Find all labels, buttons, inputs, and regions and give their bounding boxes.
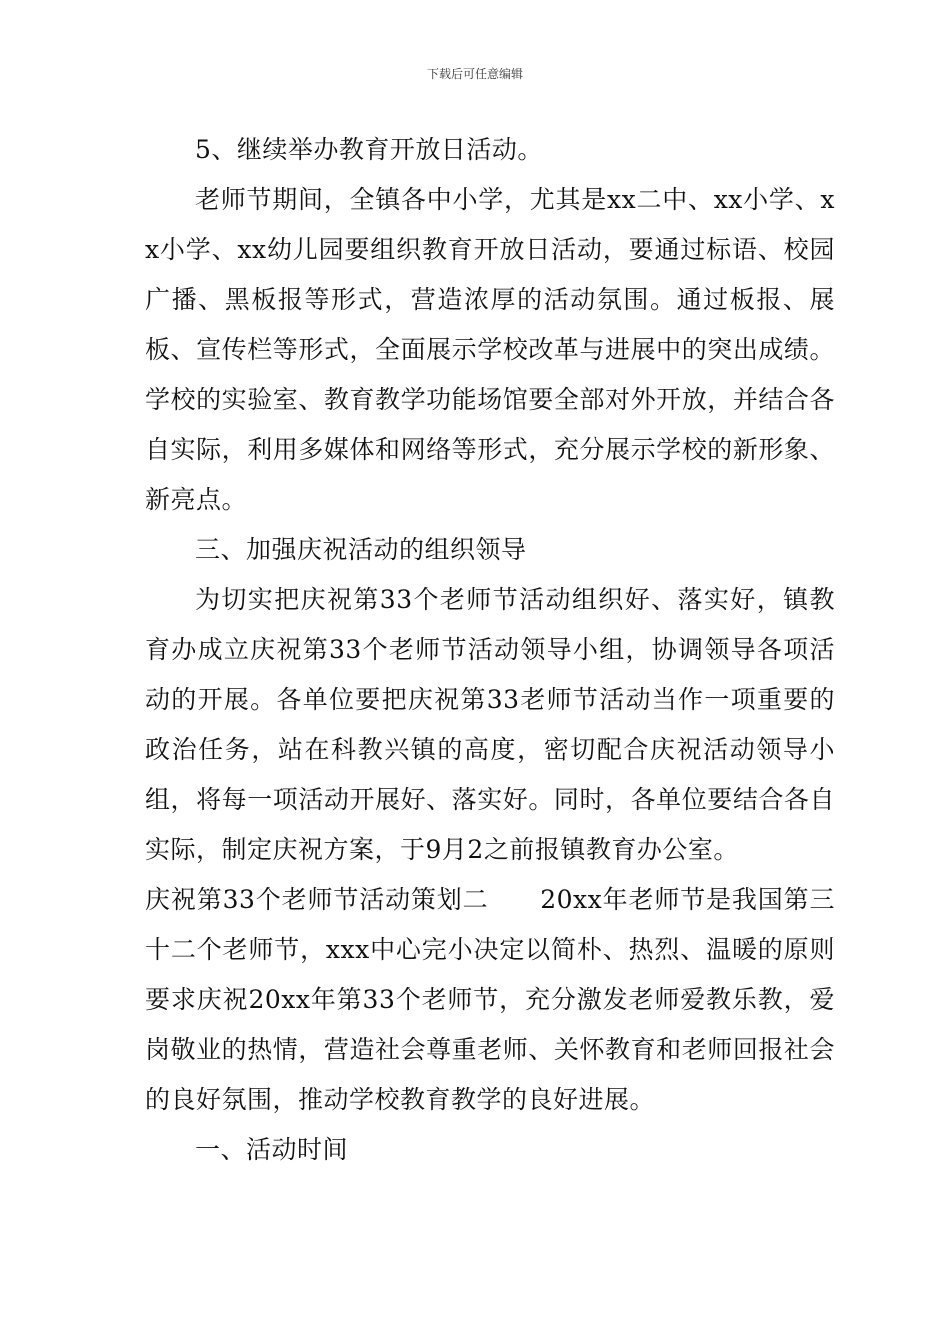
section-heading-leadership: 三、加强庆祝活动的组织领导 bbox=[195, 535, 527, 564]
section-heading-activity-time: 一、活动时间 bbox=[195, 1135, 349, 1164]
paragraph-open-day-body: 老师节期间，全镇各中小学，尤其是xx二中、xx小学、xx小学、xx幼儿园要组织教育开放日活动，要通过标语、校园广播、黑板报等形式，营造浓厚的活动氛围。通过板报、展板、宣传栏等形式，全面展示学校改革与进展中的突出成绩。学校的实验室、教育教学功能场馆要全部对外开放，并结合各自实际，利用多媒体和网络等形式，充分展示学校的新形象、新亮点。 bbox=[145, 185, 835, 514]
paragraph-plan-two-intro: 庆祝第33个老师节活动策划二 20xx年老师节是我国第三十二个老师节，xxx中心完小决定以简朴、热烈、温暖的原则要求庆祝20xx年第33个老师节，充分激发老师爱教乐教，爱岗敬业的热情，营造社会尊重老师、关怀教育和老师回报社会的良好氛围，推动学校教育教学的良好进展。 bbox=[145, 885, 835, 1114]
document-body bbox=[145, 125, 835, 1175]
page-header-note: 下载后可任意编辑 bbox=[426, 67, 523, 81]
paragraph-leadership-body: 为切实把庆祝第33个老师节活动组织好、落实好，镇教育办成立庆祝第33个老师节活动领导小组，协调领导各项活动的开展。各单位要把庆祝第33老师节活动当作一项重要的政治任务，站在科教兴镇的高度，密切配合庆祝活动领导小组，将每一项活动开展好、落实好。同时，各单位要结合各自实际，制定庆祝方案，于9月2之前报镇教育办公室。 bbox=[145, 585, 835, 864]
paragraph-open-day-heading: 5、继续举办教育开放日活动。 bbox=[195, 135, 543, 164]
